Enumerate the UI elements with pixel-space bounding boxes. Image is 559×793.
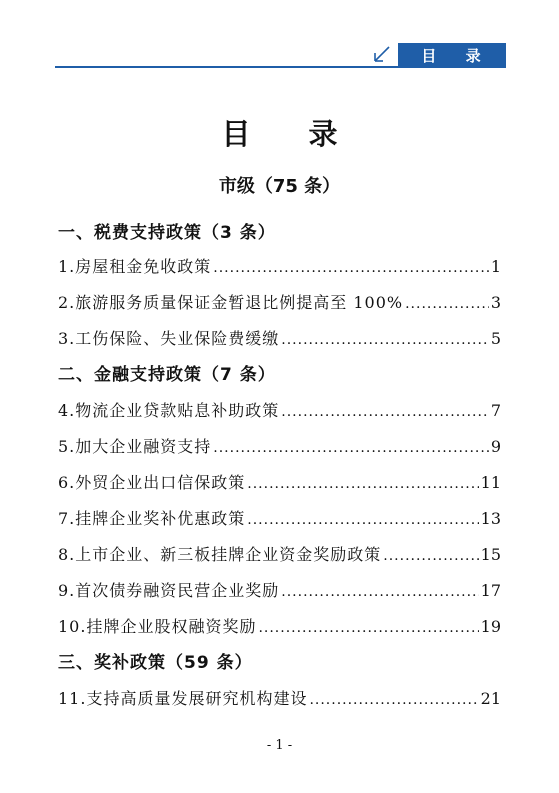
dot-leader (383, 548, 478, 564)
toc-entry-page: 3 (490, 293, 501, 312)
dot-leader (247, 476, 478, 492)
section-heading-finance: 二、金融支持政策（7 条） (58, 365, 276, 385)
toc-entry-label: 7.挂牌企业奖补优惠政策 (58, 509, 246, 528)
page-subtitle: 市级（75 条） (218, 176, 341, 197)
dot-leader (213, 440, 489, 456)
toc-entry[interactable] (58, 614, 501, 637)
toc-entry-label: 3.工伤保险、失业保险费缓缴 (58, 329, 280, 348)
section-heading-tax: 一、税费支持政策（3 条） (58, 223, 276, 243)
toc-entry-label: 4.物流企业贷款贴息补助政策 (58, 401, 280, 420)
toc-entry[interactable] (58, 506, 501, 529)
toc-entry-label: 8.上市企业、新三板挂牌企业资金奖励政策 (58, 545, 382, 564)
toc-entry[interactable] (58, 542, 501, 565)
header-toc-tab: 目 录 (398, 43, 506, 67)
toc-entry-page: 1 (490, 257, 501, 276)
dot-leader (281, 332, 489, 348)
dot-leader (405, 296, 489, 312)
toc-entry[interactable] (58, 578, 501, 601)
toc-entry-page: 7 (490, 401, 501, 420)
toc-entry-label: 6.外贸企业出口信保政策 (58, 473, 246, 492)
toc-entry-page: 19 (480, 617, 501, 636)
section-heading-subsidy: 三、奖补政策（59 条） (58, 653, 253, 673)
toc-entry[interactable] (58, 470, 501, 493)
toc-entry-page: 9 (490, 437, 501, 456)
page-title: 目 录 (221, 117, 362, 151)
toc-entry-page: 17 (480, 581, 501, 600)
dot-leader (309, 692, 478, 708)
toc-entry-label: 2.旅游服务质量保证金暂退比例提高至 100% (58, 293, 404, 312)
toc-entry[interactable] (58, 434, 501, 457)
page-number: - 1 - (266, 738, 293, 753)
toc-entry-page: 21 (480, 689, 501, 708)
toc-entry-label: 11.支持高质量发展研究机构建设 (58, 689, 308, 708)
dot-leader (281, 404, 489, 420)
dot-leader (258, 620, 478, 636)
toc-entry-label: 1.房屋租金免收政策 (58, 257, 212, 276)
pen-slash-icon (372, 44, 392, 64)
toc-entry-label: 5.加大企业融资支持 (58, 437, 212, 456)
toc-entry-page: 13 (480, 509, 501, 528)
toc-entry-page: 5 (490, 329, 501, 348)
toc-entry[interactable] (58, 254, 501, 277)
dot-leader (213, 260, 489, 276)
dot-leader (247, 512, 478, 528)
toc-entry[interactable] (58, 398, 501, 421)
toc-entry-label: 9.首次债券融资民营企业奖励 (58, 581, 280, 600)
dot-leader (281, 584, 478, 600)
toc-entry[interactable] (58, 326, 501, 349)
toc-entry-page: 11 (480, 473, 501, 492)
toc-entry-label: 10.挂牌企业股权融资奖励 (58, 617, 257, 636)
toc-entry[interactable] (58, 290, 501, 313)
toc-entry-page: 15 (480, 545, 501, 564)
toc-entry[interactable] (58, 686, 501, 709)
